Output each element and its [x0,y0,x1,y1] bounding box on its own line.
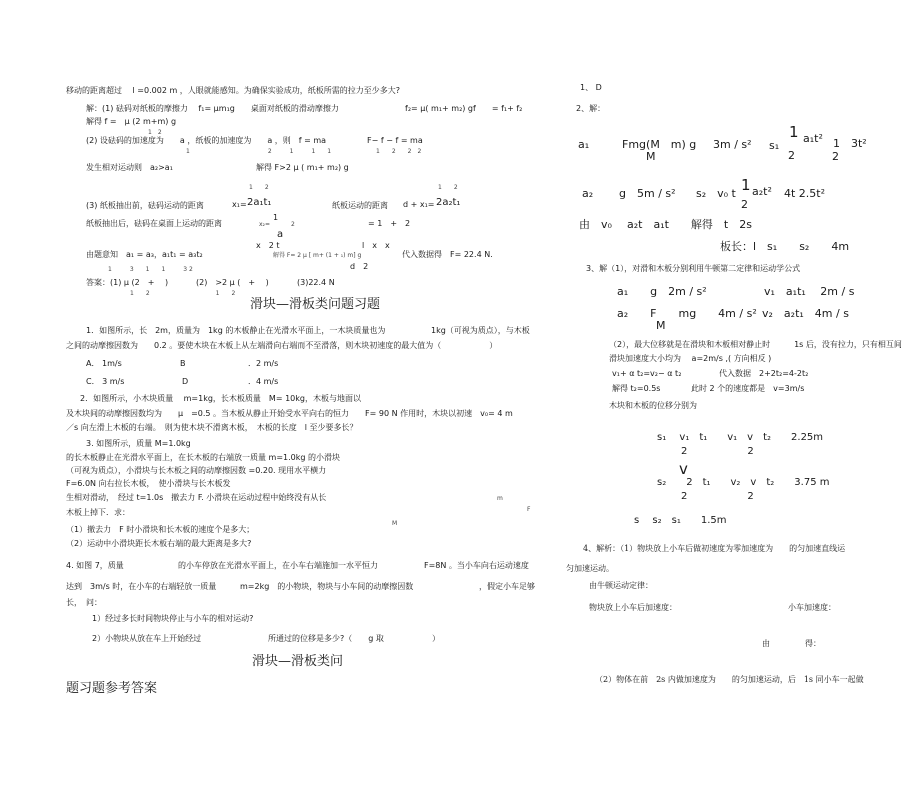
formula-x2-sum: = 1 + 2 [368,219,411,228]
answer-4-line-4a: 物块放上小车后加速度： [589,603,677,612]
answer-4-line-2: 匀加速运动。 [566,564,614,573]
section-title: 滑块—滑板类问题习题 [250,297,381,312]
formula-s2: s₂ v₀ t [696,187,736,200]
subscript-row: 1 2 [249,184,269,191]
problem-4-line-1a: 4. 如图 7，质量 [66,561,124,570]
solution-line-7a: 由题意知 a₁ = a₃，a₁t₁ = a₃t₂ [86,250,203,259]
formula-x2-num: 1 [273,213,279,222]
problem-2-line-1: 2．如图所示，小木块质量 m=1kg，长木板质量 M= 10kg，木板与地面以 [80,394,361,403]
problem-1-option-c: C． 3 m/s [86,377,125,386]
problem-4-q2a: 2）小物块从放在车上开始经过 [92,634,202,643]
problem-4-line-1b: 的小车停放在光滑水平面上，在小车右端施加一水平恒力 [178,561,378,570]
problem-1-option-a: A． 1m/s [86,359,122,368]
formula-a2-value: g 5m / s² [619,187,676,200]
subscript-row: 1 2 2 2 [376,148,422,155]
problem-1-line-2: 之间的动摩擦因数为 0.2 。要使木块在木板上从左端滑向右端而不至滑落，则木块初速度的最大值为（ ） [66,341,498,350]
formula-s2-den: 2 [741,198,748,211]
problem-1-option-b-value: ．2 m/s [248,359,279,368]
formula-a2: a₂ [582,187,594,200]
subscript-row: 1 2 [438,184,458,191]
answer-line-1: 答案：(1) μ (2 + ) [86,278,169,287]
subscript-row: 1 3 1 1 3 2 [108,266,193,273]
answer-3-eq-b: 代入数据 2+2t₂=4-2t₂ [719,369,809,378]
formula-a1-den: M [646,150,656,163]
answer-2-heading: 2、解： [576,104,606,113]
problem-3-line-3: （可视为质点），小滑块与长木板之间的动摩擦因数 =0.20. 现用水平横力 [66,466,327,475]
answer-line-2: (2) >2 μ ( + ) [196,278,269,287]
problem-3-line-6: 木板上掉下．求： [66,508,130,517]
formula-d2: d 2 [350,262,369,271]
answer-3-t2: 解得 t₂=0.5s [612,384,661,393]
solution-line-5a: (3) 纸板抽出前，砝码运动的距离 [86,201,204,210]
formula-s2-term: a₂t² [752,185,772,198]
solution-line-1a: 解：(1) 砝码对纸板的摩擦力 f₁= μm₁g 桌面对纸板的滑动摩擦力 [86,104,339,113]
formula-3-s2-den: 2 2 [681,491,754,502]
subscript-row: 1 2 [148,129,162,136]
problem-intro-line: 移动的距离超过 l =0.002 m ，人眼就能感知。为确保实验成功，纸板所需的拉力至少多大? [66,86,401,95]
solution-line-3a: (2) 设砝码的加速度为 a ，纸板的加速度为 a ，则 f = ma [86,136,327,145]
answer-4-line-5a: 由 [762,639,770,648]
formula-3-s2-v: v [679,460,688,478]
answer-3-displacement-intro: 木块和木板的位移分别为 [609,401,697,410]
formula-3-s: s s₂ s₁ 1.5m [634,515,727,526]
formula-a1-num: Fmg(M m) g [622,138,697,151]
figure-label-M: M [392,520,398,527]
answer-3-heading: 3、解（1），对滑和木板分别利用牛顿第二定律和运动学公式 [586,264,801,273]
answer-4-line-6: （2）物体在前 2s 内做加速度为 的匀加速运动，后 1s 同小车一起做 [595,675,864,684]
problem-3-line-1: 3. 如图所示，质量 M=1.0kg [86,439,191,448]
problem-4-line-2b: m=2kg 的小物块，物块与小车间的动摩擦因数 [240,582,414,591]
problem-3-line-5: 生相对滑动， 经过 t=1.0s 撤去力 F. 小滑块在运动过程中始终没有从长 [66,493,327,502]
formula-x2: x₂= [259,221,270,228]
formula-s1-result: 1 3t² [833,137,867,150]
answer-4-line-3: 由牛顿运动定律： [589,581,653,590]
formula-3-s2: s₂ 2 t₁ v₂ v t₂ 3.75 m [657,477,830,488]
formula-d-x1-expr: 2a₂t₁ [436,197,461,208]
formula-x1-expr: 2a₁t₁ [247,197,272,208]
formula-F-result: 解得 F= 2 μ [ m+ (1 + ₁) m] g [273,252,362,259]
formula-3-v1: v₁ a₁t₁ 2m / s [764,285,855,298]
answer-title-continued: 题习题参考答案 [66,681,158,696]
solution-line-4a: 发生相对运动则 a₂>a₁ [86,163,173,172]
solution-line-7g: 代入数据得 F= 22.4 N. [402,250,493,259]
answer-1: 1、 D [580,83,602,92]
formula-s2-result: 4t 2.5t² [784,187,826,200]
board-length: 板长：l s₁ s₂ 4m [720,240,850,253]
problem-1-line-1b: 1kg（可视为质点），与木板 [431,326,530,335]
figure-label-F: F [527,506,531,513]
solution-line-1b: f₂= μ( m₁+ m₂) gf = f₁+ f₂ [405,104,523,113]
formula-s2-num: 1 [741,176,751,194]
problem-4-q2c: ） [432,634,440,643]
formula-s1-den: 2 [788,149,795,162]
formula-3-v2: v₂ a₂t₁ 4m / s [762,307,849,320]
answer-3-part2-line-2: 滑块加速度大小均为 a=2m/s ,( 方向相反 ) [609,354,772,363]
subscript-row: 1 2 1 2 [130,290,236,297]
formula-x2t: x 2 t [256,241,280,250]
formula-d-x1: d + x₁= [403,200,435,209]
answer-line-3: (3)22.4 N [297,278,335,287]
formula-3-a2-den: M [656,319,666,332]
formula-3-a1: a₁ g 2m / s² [617,285,707,298]
answer-3-v: 此时 2 个的速度都是 v=3m/s [691,384,805,393]
formula-a1: a₁ [578,138,590,151]
solution-line-6a: 纸板抽出后，砝码在桌面上运动的距离 [86,219,222,228]
answer-3-part2-line-1: （2），最大位移就是在滑块和木板相对静止时 1s 后，没有拉力，只有相互间 [609,340,902,349]
problem-4-line-2a: 达到 3m/s 时，在小车的右端轻放一质量 [66,582,217,591]
formula-lxx: l x x [362,241,390,250]
formula-s1-result-den: 2 [832,150,839,163]
problem-1-option-d: D [182,377,189,386]
problem-4-q2b: 所通过的位移是多少?（ g 取 [268,634,384,643]
formula-3-s1-den: 2 2 [681,446,754,457]
formula-s1: s₁ [769,139,780,152]
formula-s1-num: 1 [789,123,799,141]
problem-4-q1: 1）经过多长时间物块停止与小车的相对运动? [92,614,254,623]
condition-v0: 由 v₀ [579,218,612,231]
answer-4-line-4b: 小车加速度： [788,603,836,612]
problem-4-line-2c: ，假定小车足够 [479,582,535,591]
solve-t: a₂t a₁t 解得 t 2s [627,218,752,231]
problem-2-line-2: 及木块间的动摩擦因数均为 μ =0.5 。当木板从静止开始受水平向右的恒力 F= 90 N 作用时，木块以初速 v₀= 4 m [66,409,513,418]
formula-3-s1: s₁ v₁ t₁ v₁ v t₂ 2.25m [657,432,824,443]
problem-1-line-1a: 1．如图所示，长 2m，质量为 1kg 的木板静止在光滑水平面上，一木块质量也为 [86,326,386,335]
solution-line-5d: 纸板运动的距离 [332,201,388,210]
problem-4-line-3: 长， 问： [66,598,102,607]
formula-a: a [277,229,284,240]
solution-line-3b: F− f − f = ma [367,136,423,145]
problem-1-option-d-value: ．4 m/s [248,377,279,386]
problem-1-option-b: B [180,359,186,368]
answer-4-line-5b: 得： [805,639,821,648]
answer-3-eq-a: v₁+ α t₂=v₂− α t₂ [612,369,682,378]
problem-3-q2: （2）运动中小滑块距长木板右端的最大距离是多大? [66,539,252,548]
formula-x2-den: 2 [291,221,295,228]
problem-4-line-1c: F=8N 。当小车向右运动速度 [424,561,529,570]
formula-a1-value: 3m / s² [713,138,752,151]
solution-line-4b: 解得 F>2 μ ( m₁+ m₂) g [256,163,349,172]
problem-3-line-4: F=6.0N 向右拉长木板， 使小滑块与长木板发 [66,479,231,488]
solution-line-2: 解得 f = μ (2 m+m) g [86,117,177,126]
answer-4-line-1: 4、解析：（1）物块放上小车后做初速度为零加速度为 的匀加速直线运 [583,544,846,553]
formula-3-a2: a₂ F mg 4m / s² [617,307,757,320]
problem-2-line-3: ／s 向左滑上木板的右端。 则为使木块不滑离木板， 木板的长度 l 至少要多长？ [66,423,358,432]
answer-title: 滑块—滑板类问 [252,654,344,669]
subscript-row: 1 2 1 1 1 [186,148,332,155]
formula-x1: x₁= [232,200,247,209]
formula-s1-term: a₁t² [803,132,823,145]
figure-label-m: m [497,495,503,502]
problem-3-q1: （1）撤去力 F 时小滑块和长木板的速度个是多大； [66,525,255,534]
problem-3-line-2: 的长木板静止在光滑水平面上，在长木板的右端放一质量 m=1.0kg 的小滑块 [66,453,341,462]
